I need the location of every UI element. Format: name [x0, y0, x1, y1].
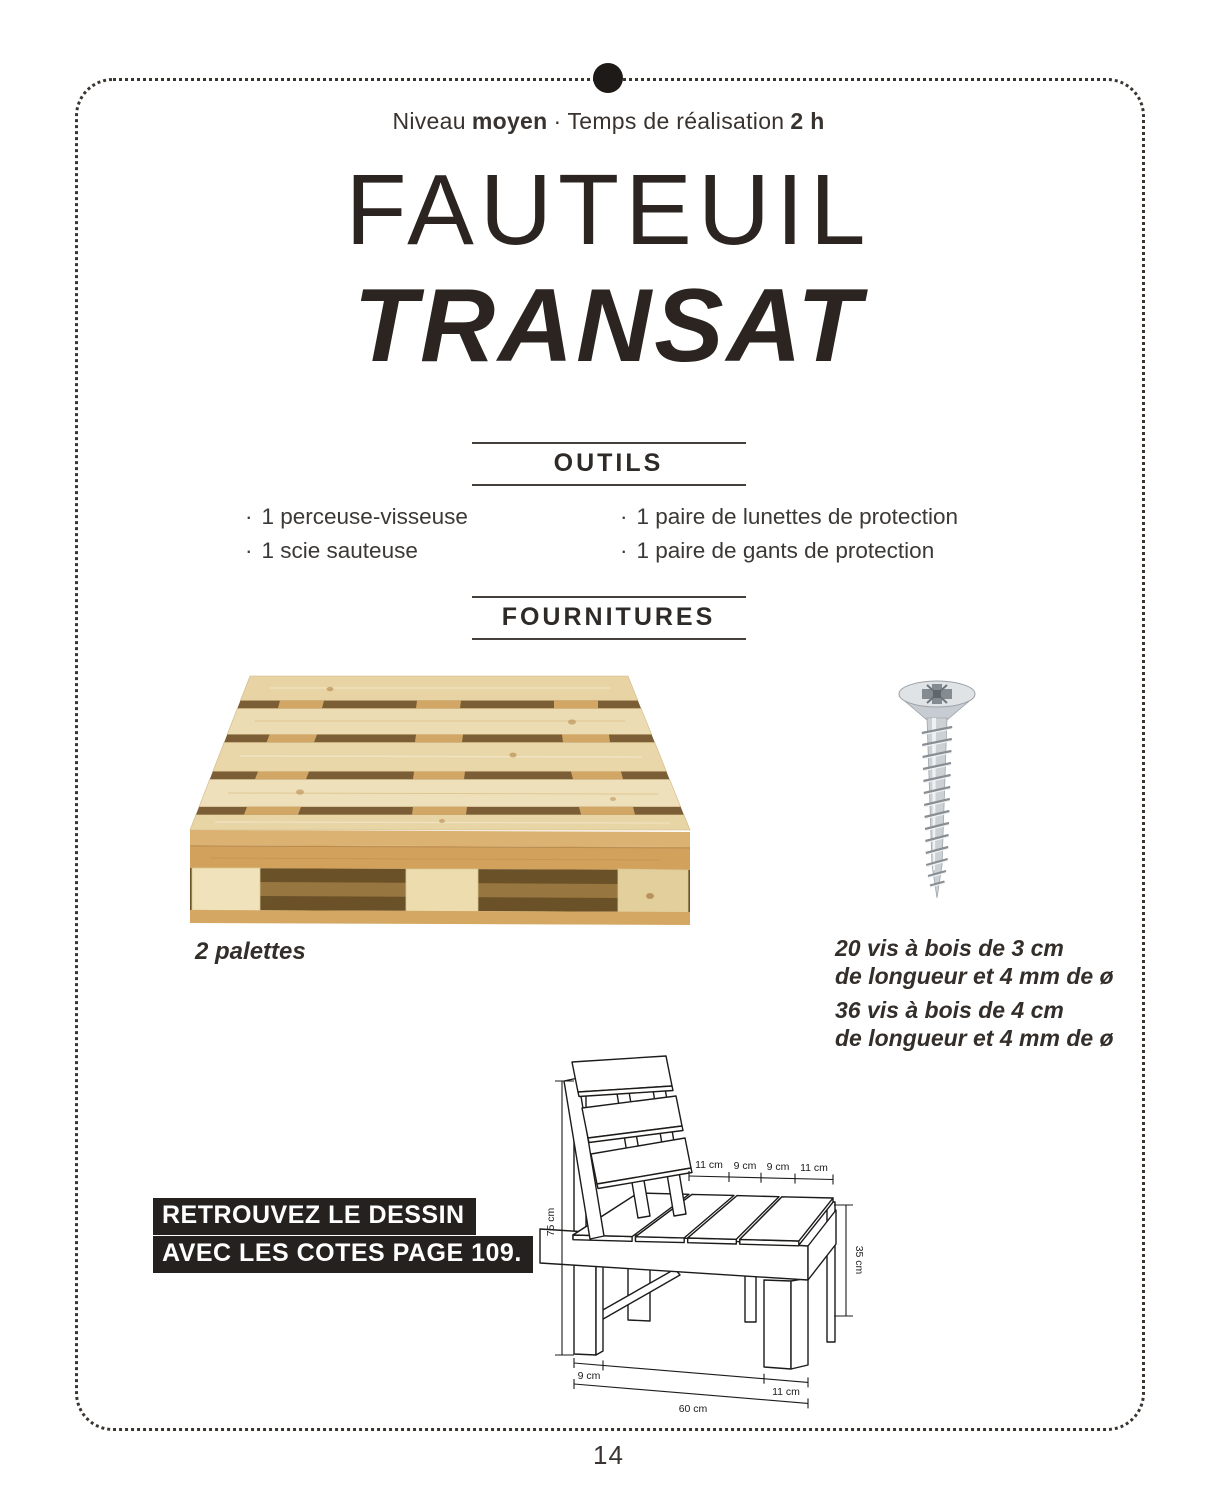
- project-title-line1: FAUTEUIL: [345, 154, 872, 266]
- project-title-line2: TRANSAT: [353, 268, 864, 384]
- chair-technical-drawing: [528, 1048, 890, 1430]
- dim-seat-label: 11 cm: [800, 1162, 828, 1174]
- bullet: ·: [620, 504, 628, 529]
- dim-seat-label: 9 cm: [733, 1160, 757, 1172]
- supplies-heading: FOURNITURES: [472, 596, 746, 640]
- level-label: Niveau: [392, 108, 466, 134]
- bullet: ·: [620, 538, 628, 563]
- screw-note-line: 20 vis à bois de 3 cm: [835, 935, 1064, 961]
- time-label: Temps de réalisation: [567, 108, 785, 134]
- tools-list-right: [620, 500, 958, 568]
- callout-line: RETROUVEZ LE DESSIN: [153, 1198, 476, 1235]
- callout-line: AVEC LES COTES PAGE 109.: [153, 1236, 533, 1273]
- page-marker-dot-icon: [593, 63, 623, 93]
- bullet: ·: [245, 504, 253, 529]
- tool-item: [245, 500, 468, 534]
- dim-side-label: 35 cm: [853, 1245, 865, 1275]
- tool-item: [620, 500, 958, 534]
- tool-item-label: 1 paire de gants de protection: [636, 538, 935, 563]
- dim-foot-left-label: 9 cm: [577, 1370, 601, 1382]
- screw-note-line: de longueur et 4 mm de ø: [835, 1025, 1114, 1051]
- time-value: 2 h: [790, 108, 825, 134]
- screw-note-line: 36 vis à bois de 4 cm: [835, 997, 1064, 1023]
- difficulty-and-time: [0, 108, 1217, 135]
- tool-item-label: 1 scie sauteuse: [261, 538, 418, 563]
- level-value: moyen: [471, 108, 548, 134]
- dim-foot-right-label: 11 cm: [772, 1386, 800, 1398]
- meta-separator: ·: [553, 108, 562, 134]
- pallets-quantity-label: 2 palettes: [195, 938, 306, 965]
- dim-width-label: 60 cm: [678, 1403, 708, 1415]
- screw-note-line: de longueur et 4 mm de ø: [835, 963, 1114, 989]
- dim-seat-label: 9 cm: [766, 1161, 790, 1173]
- tools-heading: OUTILS: [472, 442, 746, 486]
- pallet-illustration: [180, 658, 800, 930]
- dim-height-label: 75 cm: [545, 1207, 557, 1237]
- dim-seat-label: 11 cm: [695, 1159, 723, 1171]
- screw-note: [835, 934, 1114, 990]
- drawing-reference-callout: [153, 1198, 533, 1274]
- tool-item-label: 1 perceuse-visseuse: [261, 504, 468, 529]
- screw-note: [835, 996, 1114, 1052]
- screws-quantity-labels: [835, 934, 1114, 1058]
- bullet: ·: [245, 538, 253, 563]
- tools-list-left: [245, 500, 468, 568]
- tool-item-label: 1 paire de lunettes de protection: [636, 504, 958, 529]
- tool-item: [245, 534, 468, 568]
- screw-illustration: [885, 670, 990, 907]
- tool-item: [620, 534, 958, 568]
- page-number: 14: [593, 1440, 624, 1470]
